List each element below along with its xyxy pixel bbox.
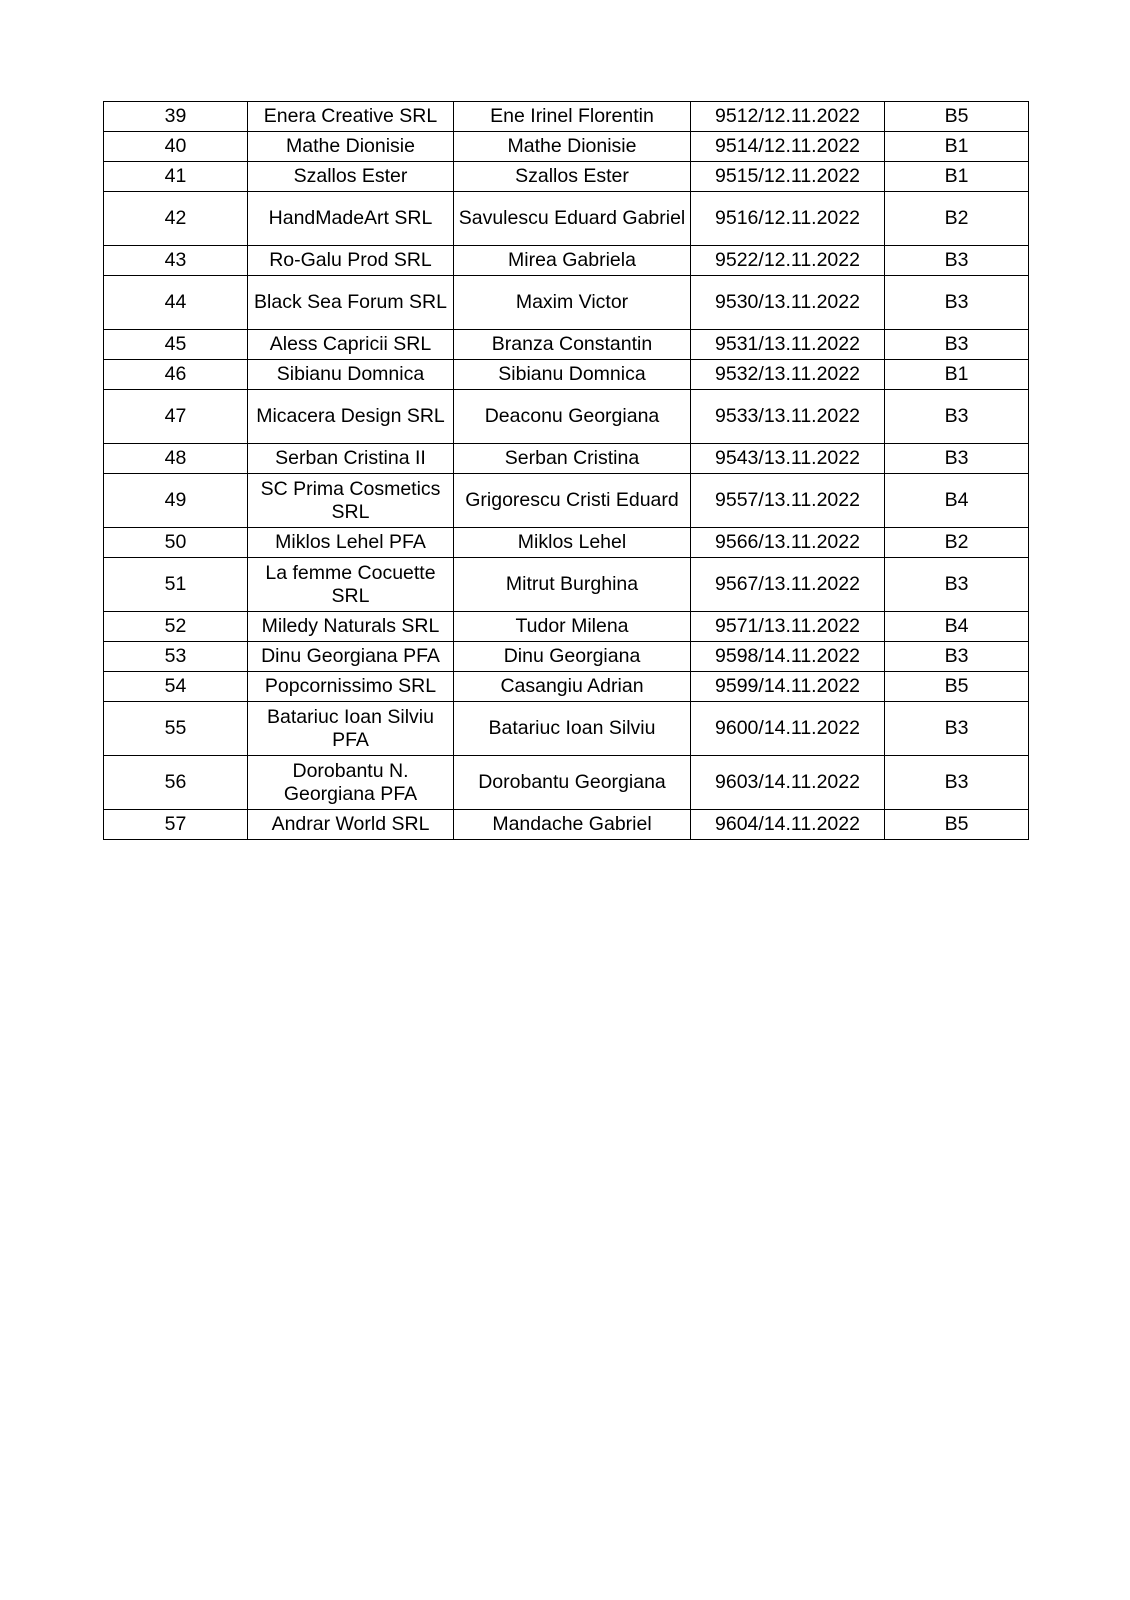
row-number: 40 (104, 132, 248, 162)
table-row (104, 810, 1029, 840)
table-row (104, 672, 1029, 702)
contact-person: Serban Cristina (454, 444, 691, 474)
table-row (104, 246, 1029, 276)
category: B5 (885, 102, 1029, 132)
row-number: 49 (104, 474, 248, 528)
contact-person: Sibianu Domnica (454, 360, 691, 390)
row-number: 43 (104, 246, 248, 276)
row-number: 39 (104, 102, 248, 132)
table-row (104, 162, 1029, 192)
company-name: Miledy Naturals SRL (248, 612, 454, 642)
registration-number: 9571/13.11.2022 (691, 612, 885, 642)
company-name: Enera Creative SRL (248, 102, 454, 132)
table-row (104, 444, 1029, 474)
registration-number: 9514/12.11.2022 (691, 132, 885, 162)
company-name: Black Sea Forum SRL (248, 276, 454, 330)
company-name: Miklos Lehel PFA (248, 528, 454, 558)
contact-person: Mirea Gabriela (454, 246, 691, 276)
contact-person: Miklos Lehel (454, 528, 691, 558)
category: B1 (885, 360, 1029, 390)
row-number: 51 (104, 558, 248, 612)
row-number: 54 (104, 672, 248, 702)
registration-number: 9566/13.11.2022 (691, 528, 885, 558)
registration-number: 9530/13.11.2022 (691, 276, 885, 330)
table-row (104, 642, 1029, 672)
row-number: 50 (104, 528, 248, 558)
registration-number: 9603/14.11.2022 (691, 756, 885, 810)
registration-number: 9557/13.11.2022 (691, 474, 885, 528)
category: B3 (885, 444, 1029, 474)
category: B1 (885, 162, 1029, 192)
company-name: Szallos Ester (248, 162, 454, 192)
company-name: Aless Capricii SRL (248, 330, 454, 360)
table-row (104, 102, 1029, 132)
registration-number: 9599/14.11.2022 (691, 672, 885, 702)
category: B5 (885, 672, 1029, 702)
table-row (104, 132, 1029, 162)
table-row (104, 360, 1029, 390)
contact-person: Batariuc Ioan Silviu (454, 702, 691, 756)
category: B4 (885, 612, 1029, 642)
category: B1 (885, 132, 1029, 162)
category: B3 (885, 756, 1029, 810)
contact-person: Mathe Dionisie (454, 132, 691, 162)
contact-person: Ene Irinel Florentin (454, 102, 691, 132)
row-number: 52 (104, 612, 248, 642)
registration-number: 9531/13.11.2022 (691, 330, 885, 360)
contact-person: Casangiu Adrian (454, 672, 691, 702)
row-number: 53 (104, 642, 248, 672)
table-row (104, 528, 1029, 558)
registration-table (103, 101, 1029, 840)
contact-person: Branza Constantin (454, 330, 691, 360)
registration-number: 9598/14.11.2022 (691, 642, 885, 672)
row-number: 42 (104, 192, 248, 246)
contact-person: Mitrut Burghina (454, 558, 691, 612)
row-number: 41 (104, 162, 248, 192)
contact-person: Mandache Gabriel (454, 810, 691, 840)
company-name: Serban Cristina II (248, 444, 454, 474)
category: B4 (885, 474, 1029, 528)
row-number: 57 (104, 810, 248, 840)
contact-person: Dinu Georgiana (454, 642, 691, 672)
company-name: Dinu Georgiana PFA (248, 642, 454, 672)
row-number: 45 (104, 330, 248, 360)
category: B3 (885, 642, 1029, 672)
company-name: SC Prima Cosmetics SRL (248, 474, 454, 528)
company-name: La femme Cocuette SRL (248, 558, 454, 612)
table-row (104, 192, 1029, 246)
table-row (104, 612, 1029, 642)
contact-person: Savulescu Eduard Gabriel (454, 192, 691, 246)
table-row (104, 702, 1029, 756)
registration-number: 9532/13.11.2022 (691, 360, 885, 390)
company-name: Mathe Dionisie (248, 132, 454, 162)
category: B3 (885, 330, 1029, 360)
category: B3 (885, 276, 1029, 330)
table-row (104, 330, 1029, 360)
registration-number: 9533/13.11.2022 (691, 390, 885, 444)
category: B3 (885, 702, 1029, 756)
table-row (104, 276, 1029, 330)
registration-number: 9515/12.11.2022 (691, 162, 885, 192)
category: B2 (885, 528, 1029, 558)
registration-number: 9600/14.11.2022 (691, 702, 885, 756)
company-name: Andrar World SRL (248, 810, 454, 840)
category: B5 (885, 810, 1029, 840)
contact-person: Szallos Ester (454, 162, 691, 192)
contact-person: Maxim Victor (454, 276, 691, 330)
registration-number: 9567/13.11.2022 (691, 558, 885, 612)
company-name: Ro-Galu Prod SRL (248, 246, 454, 276)
row-number: 47 (104, 390, 248, 444)
row-number: 46 (104, 360, 248, 390)
company-name: Popcornissimo SRL (248, 672, 454, 702)
registration-number: 9543/13.11.2022 (691, 444, 885, 474)
row-number: 48 (104, 444, 248, 474)
row-number: 44 (104, 276, 248, 330)
contact-person: Tudor Milena (454, 612, 691, 642)
company-name: HandMadeArt SRL (248, 192, 454, 246)
registration-number: 9512/12.11.2022 (691, 102, 885, 132)
row-number: 55 (104, 702, 248, 756)
company-name: Batariuc Ioan Silviu PFA (248, 702, 454, 756)
category: B3 (885, 246, 1029, 276)
category: B2 (885, 192, 1029, 246)
registration-number: 9516/12.11.2022 (691, 192, 885, 246)
contact-person: Grigorescu Cristi Eduard (454, 474, 691, 528)
company-name: Dorobantu N. Georgiana PFA (248, 756, 454, 810)
table-row (104, 756, 1029, 810)
contact-person: Dorobantu Georgiana (454, 756, 691, 810)
category: B3 (885, 558, 1029, 612)
contact-person: Deaconu Georgiana (454, 390, 691, 444)
table-row (104, 390, 1029, 444)
registration-number: 9522/12.11.2022 (691, 246, 885, 276)
table-row (104, 474, 1029, 528)
company-name: Micacera Design SRL (248, 390, 454, 444)
table-row (104, 558, 1029, 612)
company-name: Sibianu Domnica (248, 360, 454, 390)
row-number: 56 (104, 756, 248, 810)
registration-number: 9604/14.11.2022 (691, 810, 885, 840)
category: B3 (885, 390, 1029, 444)
